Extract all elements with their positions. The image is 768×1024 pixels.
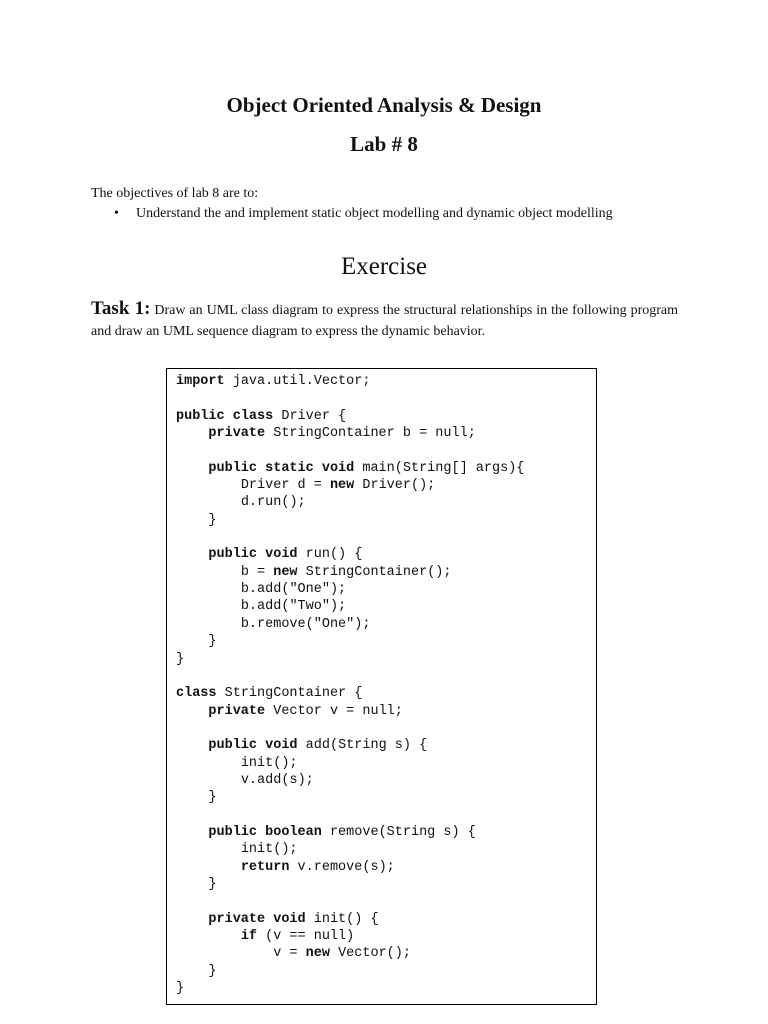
code-line: public boolean remove(String s) { — [208, 824, 476, 840]
code-line: public class Driver { — [176, 408, 347, 424]
code-line: b.add("One"); — [240, 582, 347, 598]
code-line: b.remove("One"); — [240, 616, 371, 632]
code-line: init(); — [240, 842, 298, 858]
task-description: Draw an UML class diagram to express the structural relationships in the following program and draw an UML sequence diagram to express the dynamic behavior. — [91, 303, 678, 339]
code-line: public void add(String s) { — [208, 738, 428, 754]
code-line: d.run(); — [240, 495, 306, 511]
code-line: init(); — [240, 755, 298, 771]
code-line: } — [176, 876, 217, 892]
task-label: Task 1: — [91, 298, 151, 319]
code-line: } — [176, 790, 217, 806]
code-line: } — [176, 963, 217, 979]
code-line: } — [176, 512, 217, 528]
objective-item — [91, 206, 613, 222]
objectives-intro: The objectives of lab 8 are to: — [91, 186, 259, 201]
objectives-list — [91, 206, 613, 222]
code-line: public void run() { — [208, 547, 363, 563]
code-line: b.add("Two"); — [240, 599, 347, 615]
code-line: class StringContainer { — [176, 686, 363, 702]
code-line: } — [176, 981, 185, 997]
code-line: v = new Vector(); — [273, 946, 411, 962]
code-line: public static void main(String[] args){ — [208, 460, 525, 476]
code-line: b = new StringContainer(); — [240, 564, 452, 580]
code-line: Driver d = new Driver(); — [240, 478, 436, 494]
objective-text: Understand the and implement static object modelling and dynamic object modelling — [136, 206, 613, 221]
code-line: private StringContainer b = null; — [208, 426, 476, 442]
code-line: private void init() { — [208, 911, 379, 927]
code-line: v.add(s); — [240, 772, 314, 788]
code-line: return v.remove(s); — [240, 859, 395, 875]
code-line: import java.util.Vector; — [176, 374, 371, 389]
task-1-paragraph — [91, 298, 678, 342]
code-line: } — [176, 651, 185, 667]
bullet-icon: • — [114, 206, 119, 221]
code-line: if (v == null) — [240, 929, 355, 944]
code-listing — [167, 369, 596, 997]
code-line: } — [176, 634, 217, 650]
exercise-heading: Exercise — [340, 253, 428, 280]
lab-number-heading: Lab # 8 — [350, 132, 418, 156]
code-listing-box — [166, 368, 597, 1005]
document-title: Object Oriented Analysis & Design — [226, 93, 542, 117]
code-line: private Vector v = null; — [208, 703, 403, 719]
